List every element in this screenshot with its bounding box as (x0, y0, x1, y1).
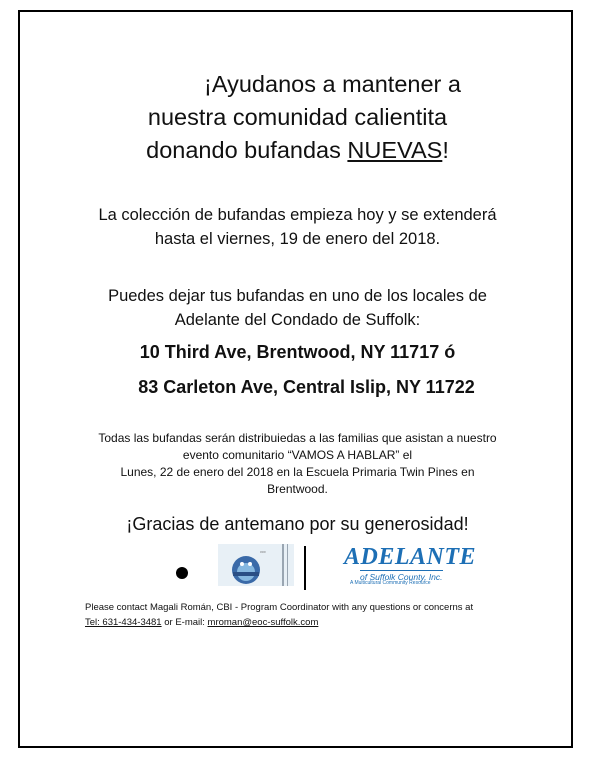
address-brentwood: 10 Third Ave, Brentwood, NY 11717 ó (139, 342, 456, 362)
contact-line-2 (85, 615, 565, 630)
address-central-islip: 83 Carleton Ave, Central Islip, NY 11722 (138, 377, 475, 397)
phone-link[interactable]: Tel: 631-434-3481 (85, 617, 162, 628)
contact-block (85, 600, 565, 630)
headline-line-2: nuestra comunidad calientita (147, 104, 448, 130)
divider-line (304, 546, 306, 590)
bullet-dot (176, 567, 188, 579)
penguin-icon (218, 544, 294, 586)
email-link[interactable]: mroman@eoc-suffolk.com (207, 617, 319, 628)
headline-line-3 (0, 134, 595, 166)
headline-emphasis: NUEVAS (347, 137, 443, 163)
scarf-character-clipart (218, 544, 294, 586)
thanks-message: ¡Gracias de antemano por su generosidad! (126, 514, 469, 534)
logo-subtitle: of Suffolk County, Inc. (360, 572, 443, 582)
contact-email-label: or E-mail: (161, 617, 208, 628)
dropoff-line-2: Adelante del Condado de Suffolk: (174, 311, 421, 329)
headline-line-1: ¡Ayudanos a mantener a (204, 71, 461, 97)
collection-line-2: hasta el viernes, 19 de enero del 2018. (154, 230, 441, 248)
dropoff-line-1: Puedes dejar tus bufandas en uno de los locales de (108, 287, 487, 305)
collection-line-1: La colección de bufandas empieza hoy y se extenderá (98, 206, 497, 224)
logo-tagline: A Multicultural Community Resource (350, 580, 431, 586)
contact-line-1: Please contact Magali Román, CBI - Program Coordinator with any questions or concerns at (85, 602, 474, 613)
headline-prefix: donando bufandas (146, 137, 348, 163)
distribution-line-1: Todas las bufandas serán distribuiedas a las familias que asistan a nuestro (98, 431, 497, 445)
headline-suffix: ! (442, 137, 449, 163)
distribution-line-4: Brentwood. (267, 482, 328, 496)
distribution-line-2: evento comunitario “VAMOS A HABLAR” el (182, 448, 413, 462)
svg-text:ᵒᵒᵒ: ᵒᵒᵒ (260, 550, 266, 556)
logo-name: ADELANTE (344, 544, 477, 570)
distribution-line-3: Lunes, 22 de enero del 2018 en la Escuela Primaria Twin Pines en (120, 465, 475, 479)
